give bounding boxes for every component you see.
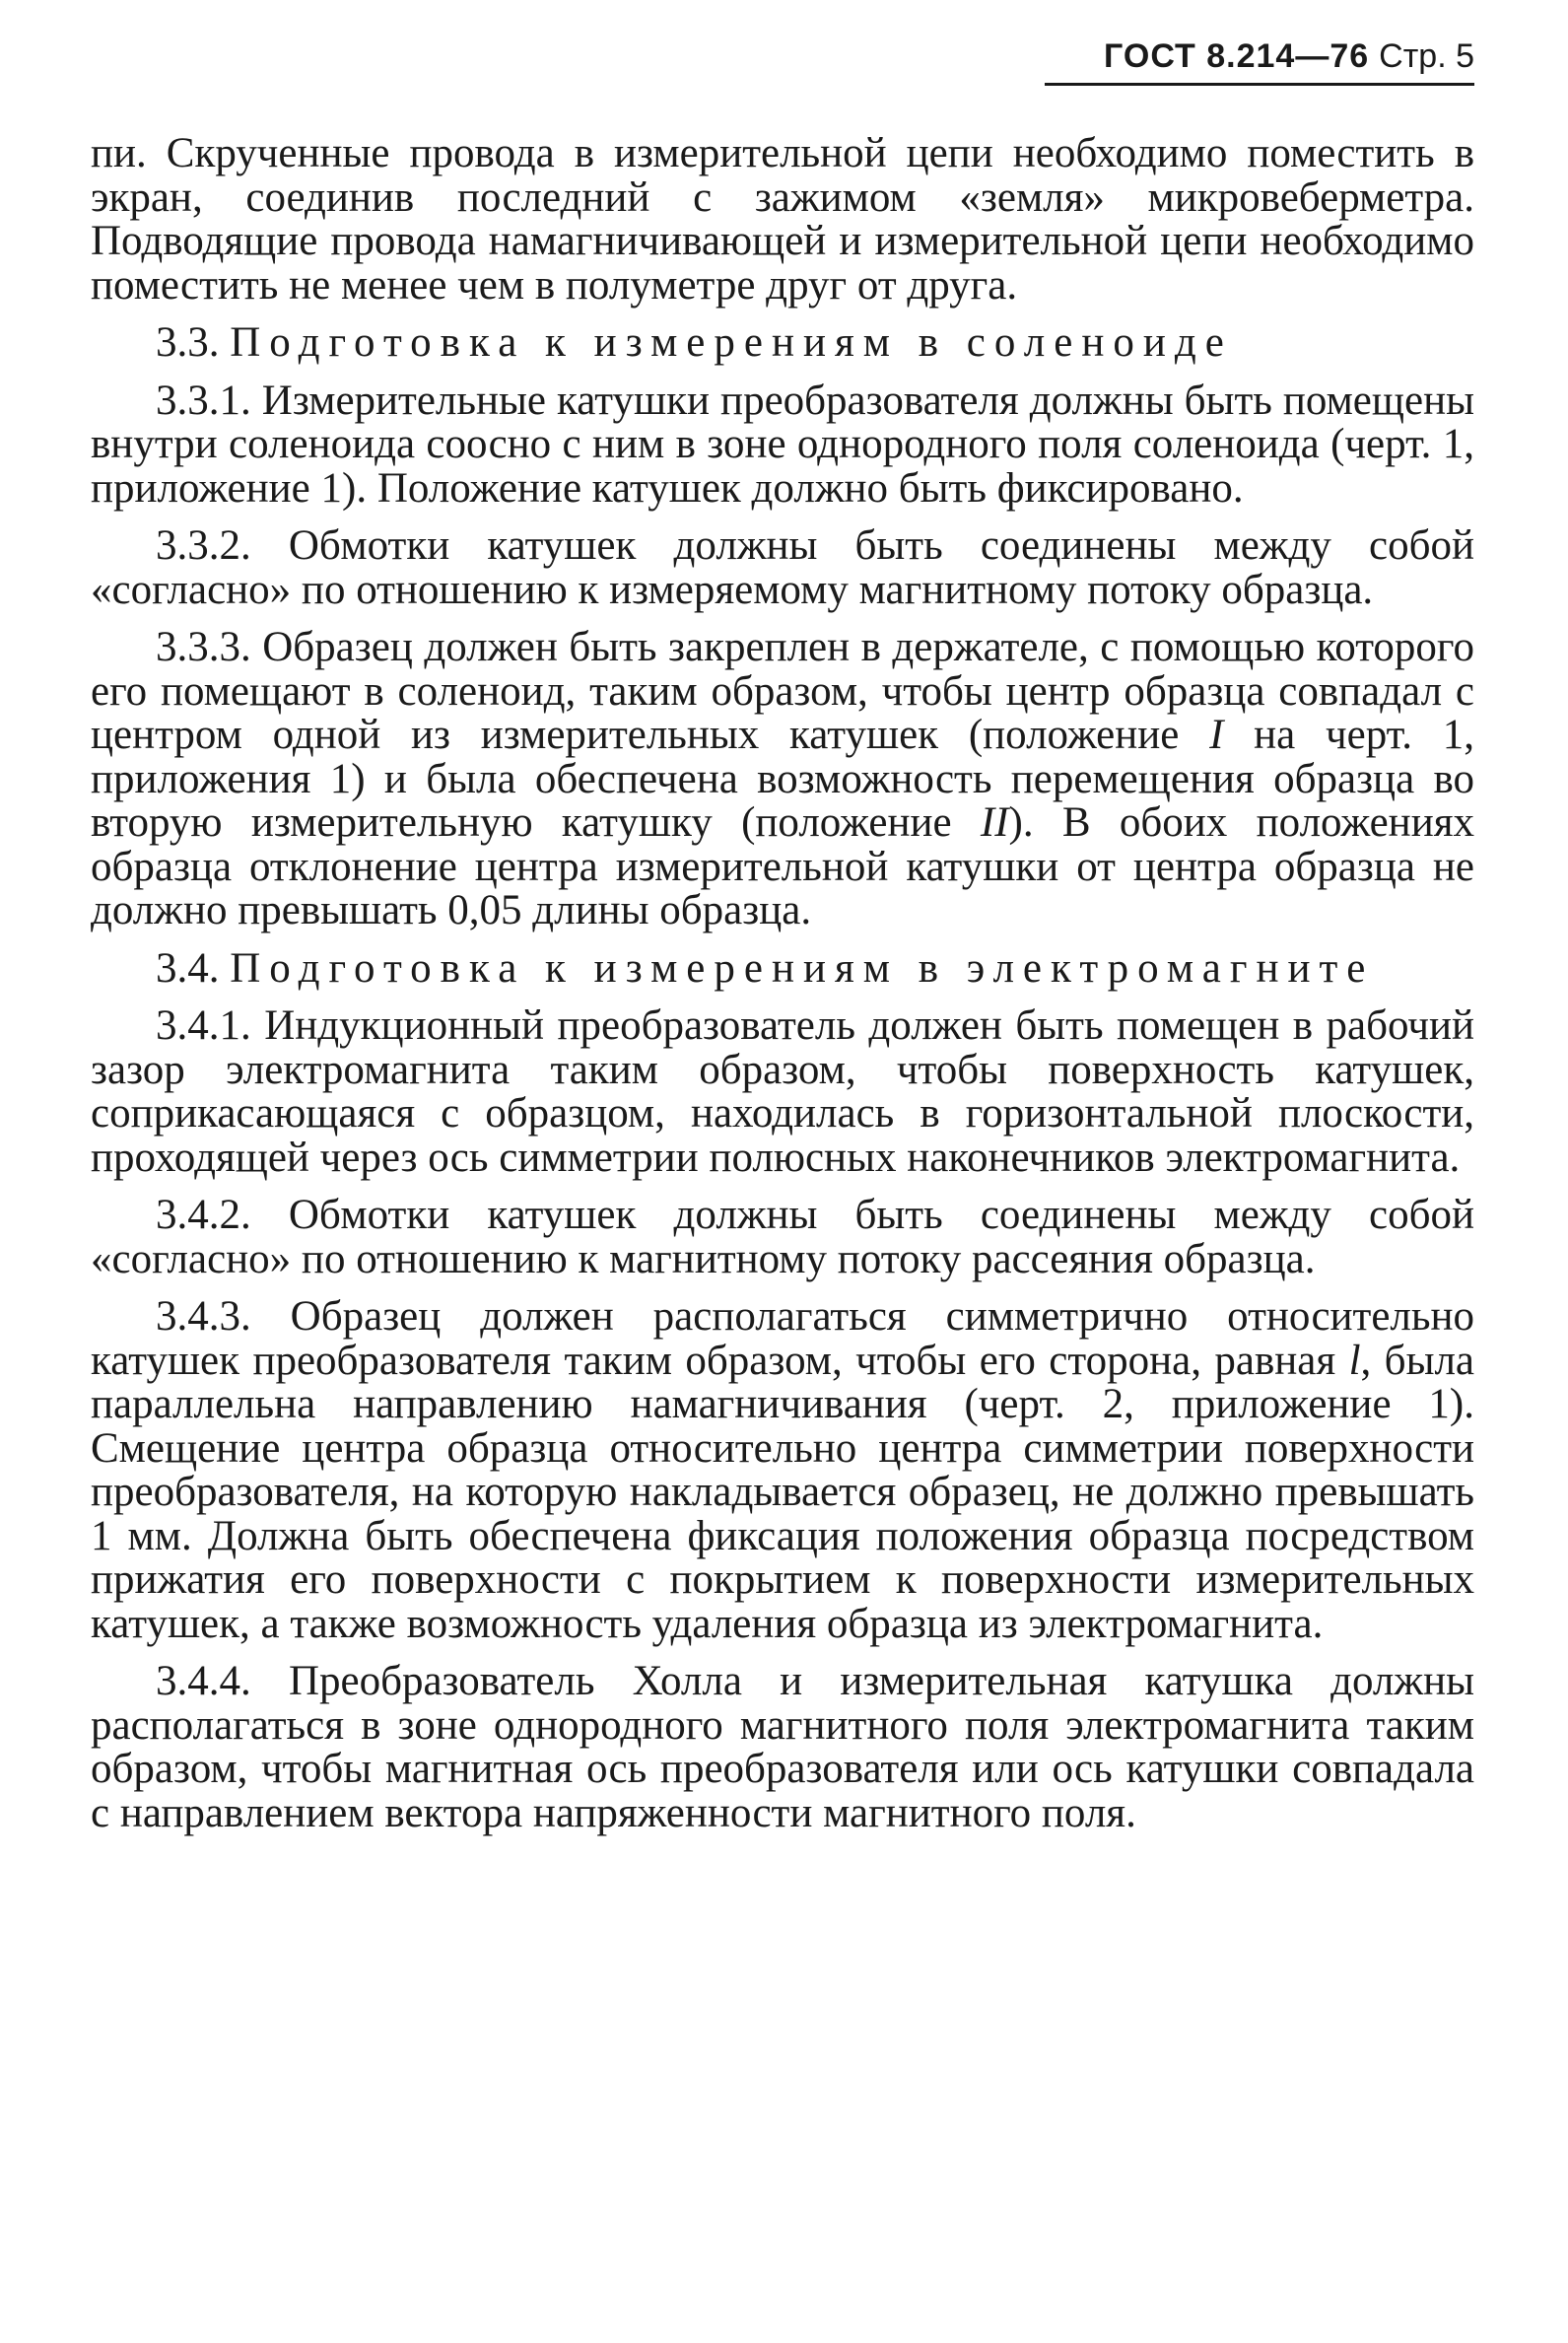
paragraph-3-4-4: 3.4.4. Преобразователь Холла и измерительная катушка должны располагаться в зоне однородного магнитного поля электромагнита таким образом, чтобы магнитная ось преобразователя или ось катушки совпадала с направлением вектора напряженности магнитного поля. [91,1658,1474,1836]
paragraph-3-4-2: 3.4.2. Обмотки катушек должны быть соединены между собой «согласно» по отношению к магнитному потоку рассеяния образца. [91,1192,1474,1282]
paragraph-3-4-3 [91,1295,1474,1646]
text-run: 3.3.3. Образец должен быть закреплен в держателе, с помощью которого его помещают в соленоид, таким образом, чтобы центр образца совпадал с центром одной из измерительных катушек (положение [91,624,1474,758]
paragraph-continued: пи. Скрученные провода в измерительной цепи необходимо поместить в экран, соединив последний с зажимом «земля» микровеберметра. Подводящие провода намагничивающей и измерительной цепи необходимо поместить не менее чем в полуметре друг от друга. [91,130,1474,309]
paragraph-3-3-2: 3.3.2. Обмотки катушек должны быть соединены между собой «согласно» по отношению к измеряемому магнитному потоку образца. [91,522,1474,613]
document-body [91,132,1474,1849]
section-number: 3.3. [156,319,220,366]
page-number: Стр. 5 [1379,37,1474,75]
text-run: , была параллельна направлению намагничивания (черт. 2, приложение 1). Смещение центра образца относительно центра симметрии поверхности преобразователя, на которую накладывается образец, не должно превышать 1 мм. Должна быть обеспечена фиксация положения образца посредством прижатия его поверхности с покрытием к поверхности измерительных катушек, а также возможность удаления образца из электромагнита. [91,1337,1474,1647]
section-heading-3-3 [91,321,1474,366]
section-title: Подготовка к измерениям в электромагните [230,944,1375,992]
standard-number: ГОСТ 8.214—76 [1104,37,1370,75]
position-label: I [1209,712,1224,758]
section-number: 3.4. [156,944,220,992]
page-header [1045,32,1474,86]
section-heading-3-4 [91,944,1474,992]
text-run: на черт. 1, приложения 1) и была обеспечена возможность перемещения образца во вторую измерительную катушку (положение [91,712,1474,846]
position-label: II [980,799,1009,846]
variable-l: l [1348,1337,1361,1384]
paragraph-3-4-1: 3.4.1. Индукционный преобразователь должен быть помещен в рабочий зазор электромагнита таким образом, чтобы поверхность катушек, соприкасающаяся с образцом, находилась в горизонтальной плоскости, проходящей через ось симметрии полюсных наконечников электромагнита. [91,1002,1474,1181]
text-run: ). В обоих положениях образца отклонение центра измерительной катушки от центра образца не должно превышать 0,05 длины образца. [91,799,1474,933]
section-title: Подготовка к измерениям в соленоиде [230,319,1233,366]
paragraph-3-3-3 [91,626,1474,933]
text-run: 3.4.3. Образец должен располагаться симметрично относительно катушек преобразователя таким образом, чтобы его сторона, равная [91,1293,1474,1384]
paragraph-3-3-1: 3.3.1. Измерительные катушки преобразователя должны быть помещены внутри соленоида соосно с ним в зоне однородного поля соленоида (черт. 1, приложение 1). Положение катушек должно быть фиксировано. [91,377,1474,512]
